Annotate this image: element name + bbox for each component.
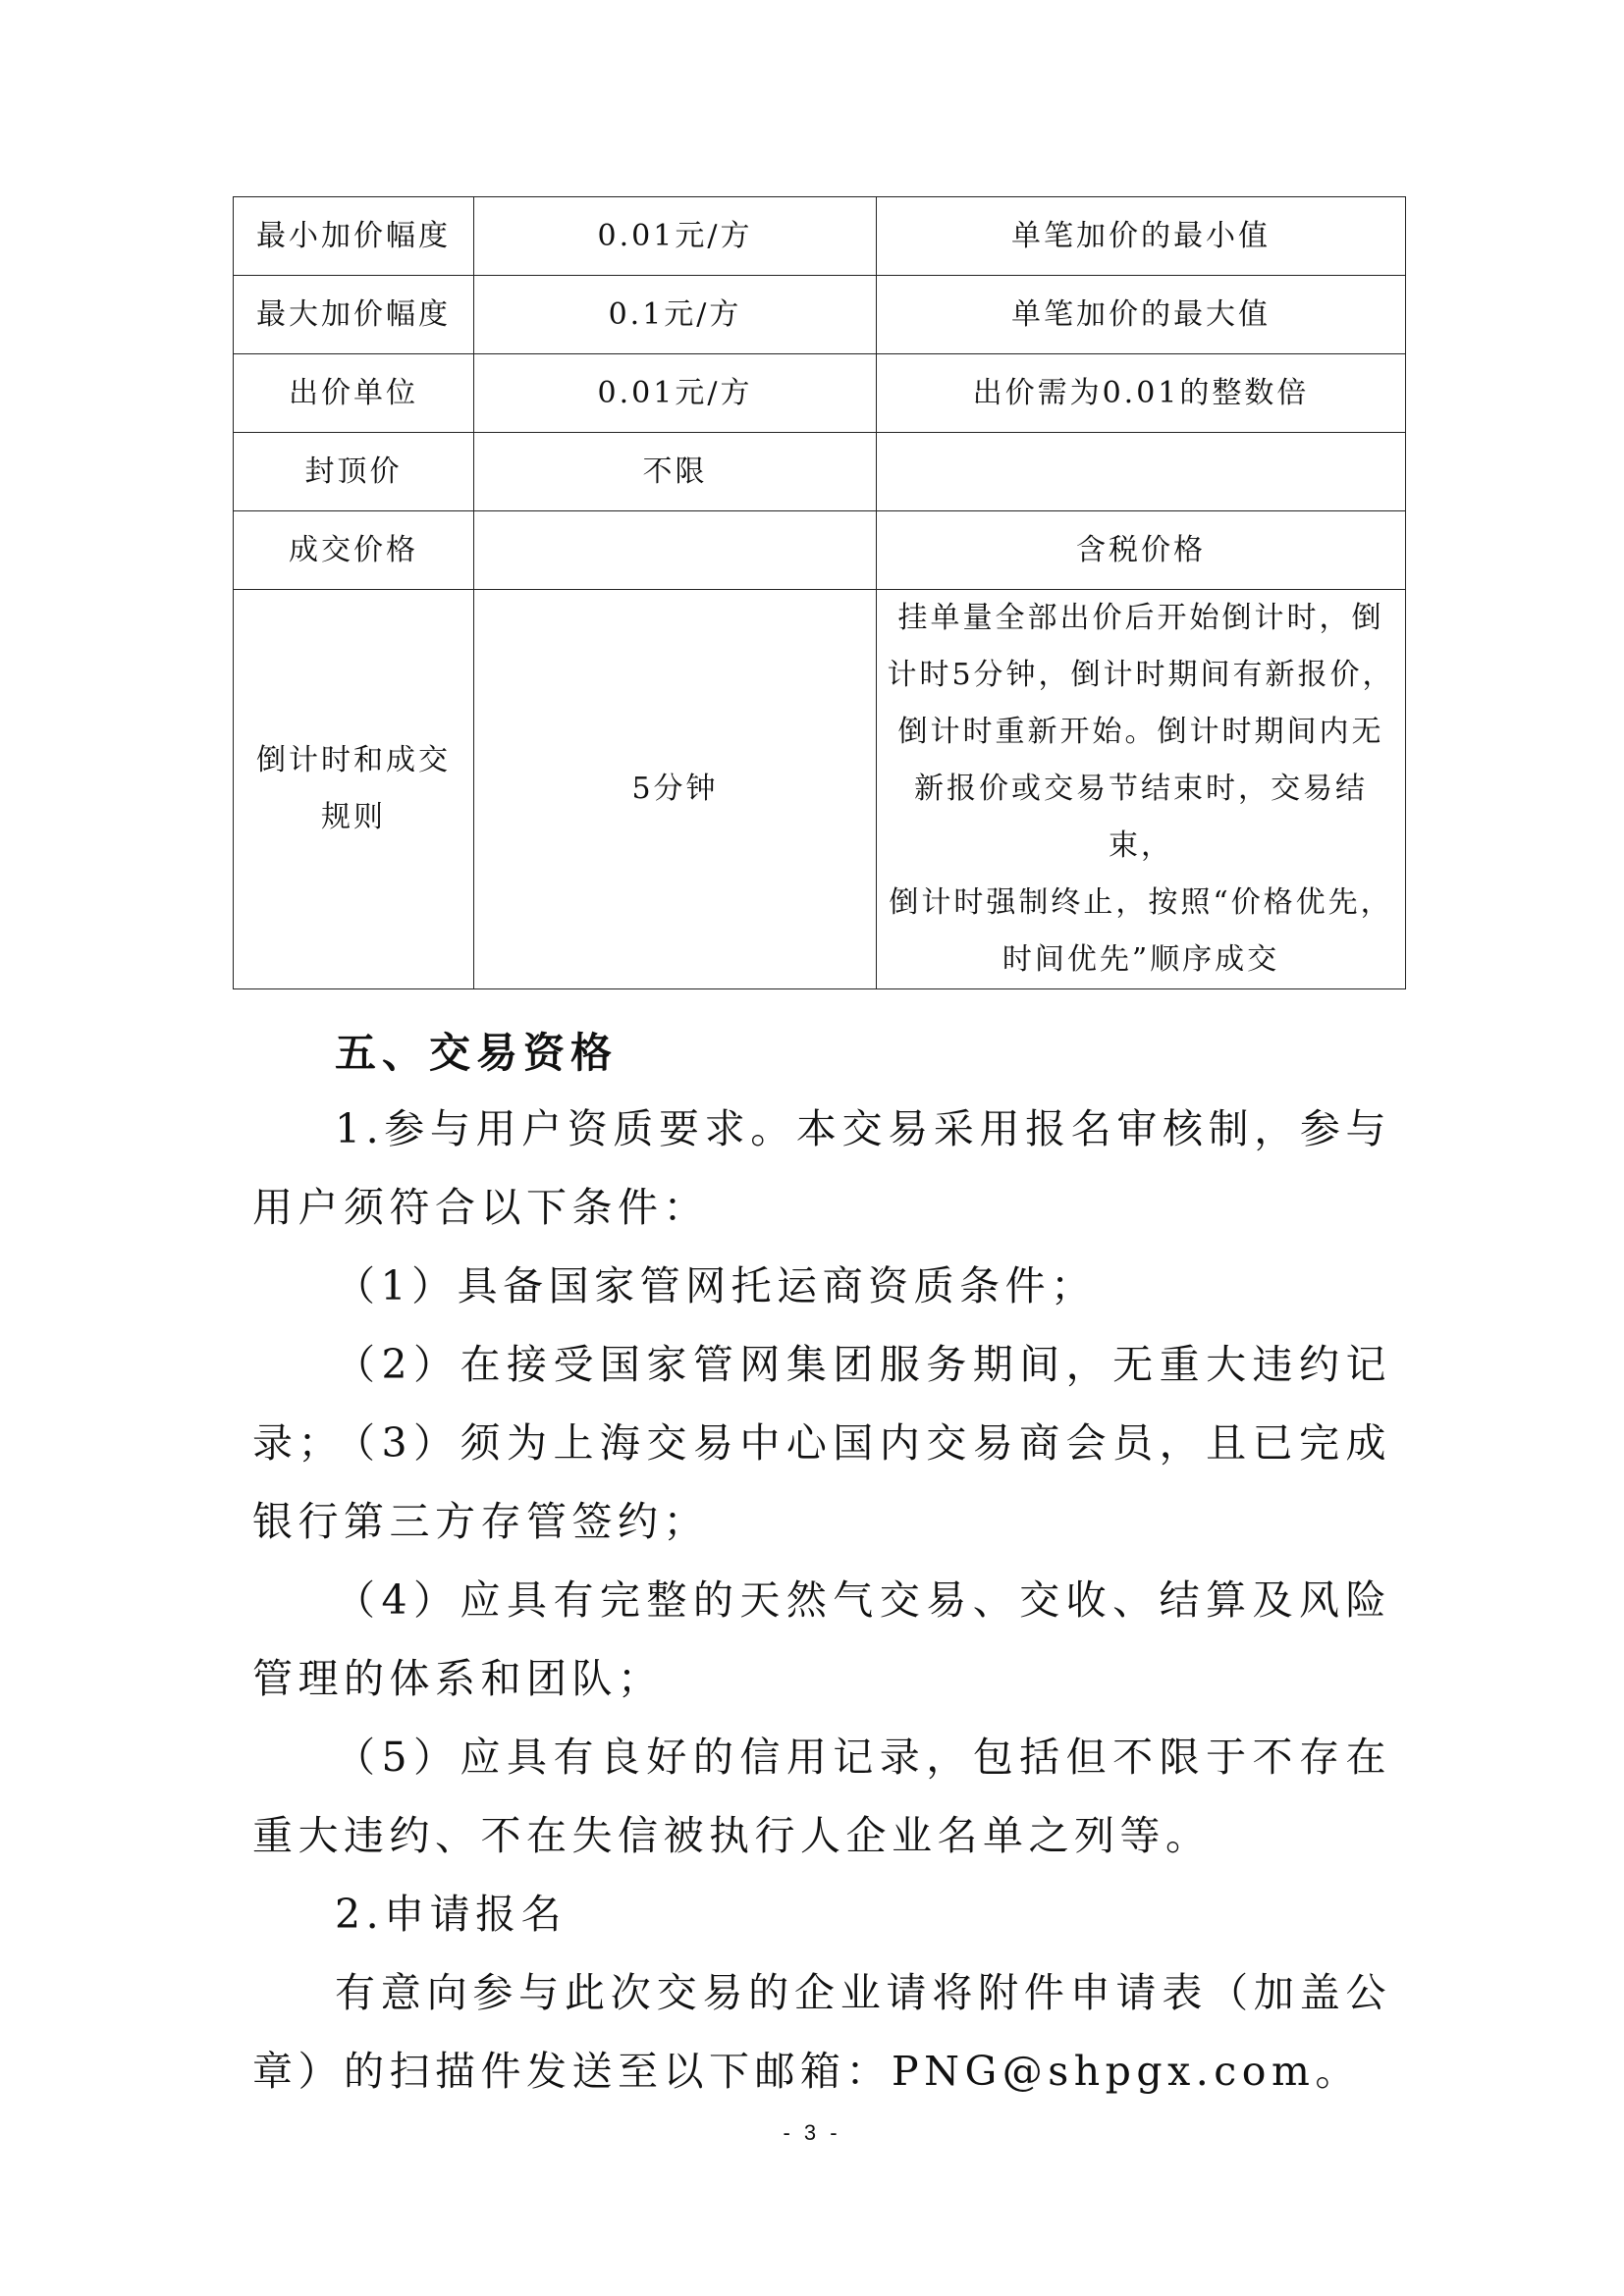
rule-value: 0.01元/方	[474, 354, 877, 433]
rule-note-line: 时间优先”顺序成交	[1001, 942, 1280, 977]
table-row	[234, 276, 1406, 354]
rule-note-line: 计时5分钟，倒计时期间有新报价，	[887, 658, 1395, 692]
rule-note: 单笔加价的最大值	[877, 276, 1406, 354]
rule-note-line: 挂单量全部出价后开始倒计时，倒	[897, 601, 1384, 635]
condition-3: （3）须为上海交易中心国内交易商会员，且已完成银行第三方存管签约；	[252, 1419, 1391, 1545]
rule-value	[474, 511, 877, 590]
condition-1: （1）具备国家管网托运商资质条件；	[335, 1262, 1097, 1309]
rule-note-line: 新报价或交易节结束时，交易结束，	[914, 772, 1368, 863]
rule-value: 不限	[474, 433, 877, 511]
rule-label-line: 规则	[321, 800, 386, 834]
rule-label: 最小加价幅度	[234, 197, 474, 276]
rule-note-line: 倒计时强制终止，按照“价格优先，	[889, 885, 1393, 920]
application-heading: 2.申请报名	[335, 1891, 568, 1938]
rule-value: 0.01元/方	[474, 197, 877, 276]
rule-label: 最大加价幅度	[234, 276, 474, 354]
rule-note: 出价需为0.01的整数倍	[877, 354, 1406, 433]
rule-note: 单笔加价的最小值	[877, 197, 1406, 276]
condition-5: （5）应具有良好的信用记录，包括但不限于不存在重大违约、不在失信被执行人企业名单之列等。	[252, 1734, 1391, 1859]
rule-note-line: 倒计时重新开始。倒计时期间内无	[897, 715, 1384, 749]
trading-rules-table	[233, 196, 1406, 989]
rule-label: 出价单位	[234, 354, 474, 433]
table-row	[234, 511, 1406, 590]
qualification-intro: 1.参与用户资质要求。本交易采用报名审核制，参与用户须符合以下条件：	[252, 1105, 1391, 1231]
section-heading: 五、交易资格	[335, 1029, 619, 1077]
rule-note	[877, 590, 1406, 989]
condition-2: （2）在接受国家管网集团服务期间，无重大违约记录；	[252, 1341, 1391, 1467]
rule-value: 5分钟	[474, 590, 877, 989]
page-number: - 3 -	[783, 2120, 841, 2145]
rule-note: 含税价格	[877, 511, 1406, 590]
rule-label: 成交价格	[234, 511, 474, 590]
application-instructions: 有意向参与此次交易的企业请将附件申请表（加盖公章）的扫描件发送至以下邮箱：PNG@shpgx.com。	[252, 1969, 1391, 2095]
rule-label-line: 倒计时和成交	[256, 743, 451, 777]
table-row	[234, 433, 1406, 511]
table-row	[234, 197, 1406, 276]
table-row	[234, 354, 1406, 433]
rule-note	[877, 433, 1406, 511]
table-row	[234, 590, 1406, 989]
condition-4: （4）应具有完整的天然气交易、交收、结算及风险管理的体系和团队；	[252, 1576, 1391, 1702]
rule-value: 0.1元/方	[474, 276, 877, 354]
rule-label: 封顶价	[234, 433, 474, 511]
rule-label	[234, 590, 474, 989]
